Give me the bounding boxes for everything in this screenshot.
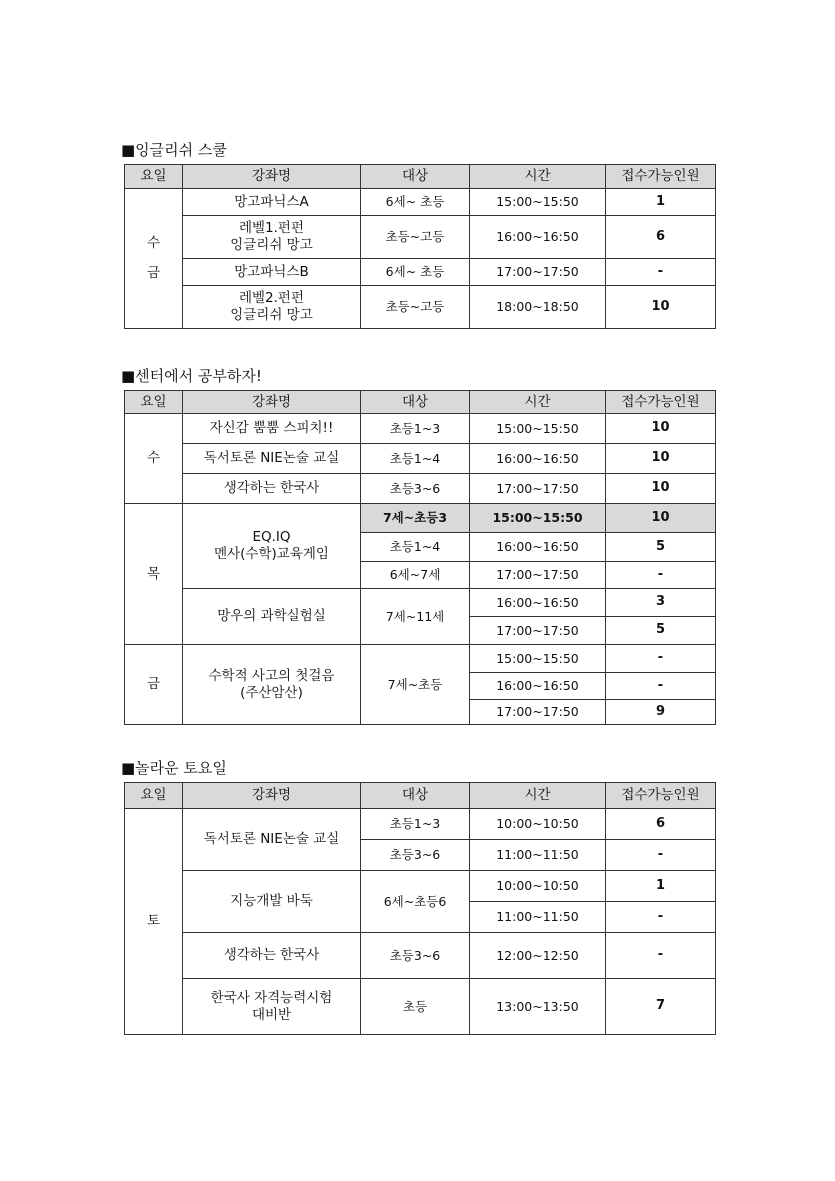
course-name: EQ.IQ 멘사(수학)교육게임	[183, 504, 361, 589]
course-target: 초등1~4	[361, 444, 470, 474]
course-target: 초등1~3	[361, 414, 470, 444]
saturday-table	[124, 782, 716, 1035]
table-row	[125, 979, 716, 1035]
course-time: 11:00~11:50	[470, 902, 606, 933]
header-target: 대상	[361, 391, 470, 414]
table-row	[125, 414, 716, 444]
course-time: 17:00~17:50	[470, 617, 606, 645]
table-row	[125, 933, 716, 979]
course-target: 초등3~6	[361, 474, 470, 504]
header-day: 요일	[125, 783, 183, 809]
course-time: 10:00~10:50	[470, 871, 606, 902]
course-capacity: 6	[606, 809, 716, 840]
course-target: 초등1~3	[361, 809, 470, 840]
course-capacity: 10	[606, 474, 716, 504]
course-capacity: 5	[606, 617, 716, 645]
course-time: 15:00~15:50	[470, 645, 606, 673]
course-time: 16:00~16:50	[470, 533, 606, 562]
header-target: 대상	[361, 165, 470, 189]
course-target: 초등1~4	[361, 533, 470, 562]
course-capacity: 10	[606, 504, 716, 533]
english-school-table	[124, 164, 716, 329]
table-header-row	[125, 783, 716, 809]
table-row	[125, 474, 716, 504]
header-course: 강좌명	[183, 391, 361, 414]
table-row	[125, 216, 716, 259]
course-name: 레벨1.펀펀 잉글리쉬 망고	[183, 216, 361, 259]
header-course: 강좌명	[183, 783, 361, 809]
course-time: 10:00~10:50	[470, 809, 606, 840]
day-cell: 수	[125, 414, 183, 504]
course-capacity: -	[606, 562, 716, 589]
course-capacity: -	[606, 933, 716, 979]
course-time: 18:00~18:50	[470, 286, 606, 329]
course-time: 17:00~17:50	[470, 700, 606, 725]
course-name: 수학적 사고의 첫걸음 (주산암산)	[183, 645, 361, 725]
table-row	[125, 871, 716, 902]
course-name: 독서토론 NIE논술 교실	[183, 809, 361, 871]
day-cell: 금	[125, 645, 183, 725]
course-name: 망우의 과학실험실	[183, 589, 361, 645]
course-capacity: 10	[606, 414, 716, 444]
header-day: 요일	[125, 391, 183, 414]
course-target: 초등~고등	[361, 216, 470, 259]
course-capacity: -	[606, 645, 716, 673]
course-target: 초등3~6	[361, 840, 470, 871]
course-target: 초등~고등	[361, 286, 470, 329]
course-time: 15:00~15:50	[470, 414, 606, 444]
table-row	[125, 589, 716, 617]
table-row	[125, 809, 716, 840]
course-capacity: 3	[606, 589, 716, 617]
study-center-table	[124, 390, 716, 725]
table-row	[125, 444, 716, 474]
course-time: 16:00~16:50	[470, 444, 606, 474]
course-time: 12:00~12:50	[470, 933, 606, 979]
course-target: 7세~초등3	[361, 504, 470, 533]
course-name: 자신감 뿜뿜 스피치!!	[183, 414, 361, 444]
course-target: 6세~ 초등	[361, 189, 470, 216]
header-capacity: 접수가능인원	[606, 165, 716, 189]
table-row	[125, 645, 716, 673]
header-day: 요일	[125, 165, 183, 189]
day-cell: 목	[125, 504, 183, 645]
header-time: 시간	[470, 783, 606, 809]
course-capacity: 6	[606, 216, 716, 259]
course-name: 한국사 자격능력시험 대비반	[183, 979, 361, 1035]
table-header-row	[125, 391, 716, 414]
course-name: 지능개발 바둑	[183, 871, 361, 933]
table-row	[125, 189, 716, 216]
course-capacity: 1	[606, 871, 716, 902]
course-capacity: -	[606, 673, 716, 700]
course-target: 7세~11세	[361, 589, 470, 645]
course-capacity: 9	[606, 700, 716, 725]
section-title-english-school: ■잉글리쉬 스쿨	[121, 141, 227, 159]
table-row	[125, 286, 716, 329]
course-capacity: 10	[606, 444, 716, 474]
course-time: 17:00~17:50	[470, 259, 606, 286]
header-capacity: 접수가능인원	[606, 391, 716, 414]
course-time: 15:00~15:50	[470, 189, 606, 216]
course-capacity: -	[606, 259, 716, 286]
header-course: 강좌명	[183, 165, 361, 189]
course-target: 초등	[361, 979, 470, 1035]
course-time: 13:00~13:50	[470, 979, 606, 1035]
course-capacity: 7	[606, 979, 716, 1035]
course-time: 15:00~15:50	[470, 504, 606, 533]
table-header-row	[125, 165, 716, 189]
course-target: 6세~7세	[361, 562, 470, 589]
section-title-study-center: ■센터에서 공부하자!	[121, 367, 262, 385]
header-time: 시간	[470, 391, 606, 414]
course-name: 생각하는 한국사	[183, 933, 361, 979]
course-name: 생각하는 한국사	[183, 474, 361, 504]
course-capacity: -	[606, 902, 716, 933]
course-capacity: 10	[606, 286, 716, 329]
course-time: 16:00~16:50	[470, 673, 606, 700]
course-name: 망고파닉스B	[183, 259, 361, 286]
course-name: 독서토론 NIE논술 교실	[183, 444, 361, 474]
course-name: 레벨2.펀펀 잉글리쉬 망고	[183, 286, 361, 329]
day-cell: 토	[125, 809, 183, 1035]
course-time: 16:00~16:50	[470, 589, 606, 617]
header-capacity: 접수가능인원	[606, 783, 716, 809]
table-row	[125, 259, 716, 286]
course-target: 7세~초등	[361, 645, 470, 725]
course-time: 17:00~17:50	[470, 562, 606, 589]
course-time: 17:00~17:50	[470, 474, 606, 504]
course-capacity: 1	[606, 189, 716, 216]
course-target: 초등3~6	[361, 933, 470, 979]
section-title-saturday: ■놀라운 토요일	[121, 759, 227, 777]
course-target: 6세~ 초등	[361, 259, 470, 286]
course-capacity: 5	[606, 533, 716, 562]
header-target: 대상	[361, 783, 470, 809]
table-row	[125, 504, 716, 533]
course-name: 망고파닉스A	[183, 189, 361, 216]
day-cell: 수 금	[125, 189, 183, 329]
course-time: 11:00~11:50	[470, 840, 606, 871]
header-time: 시간	[470, 165, 606, 189]
course-capacity: -	[606, 840, 716, 871]
course-target: 6세~초등6	[361, 871, 470, 933]
course-time: 16:00~16:50	[470, 216, 606, 259]
